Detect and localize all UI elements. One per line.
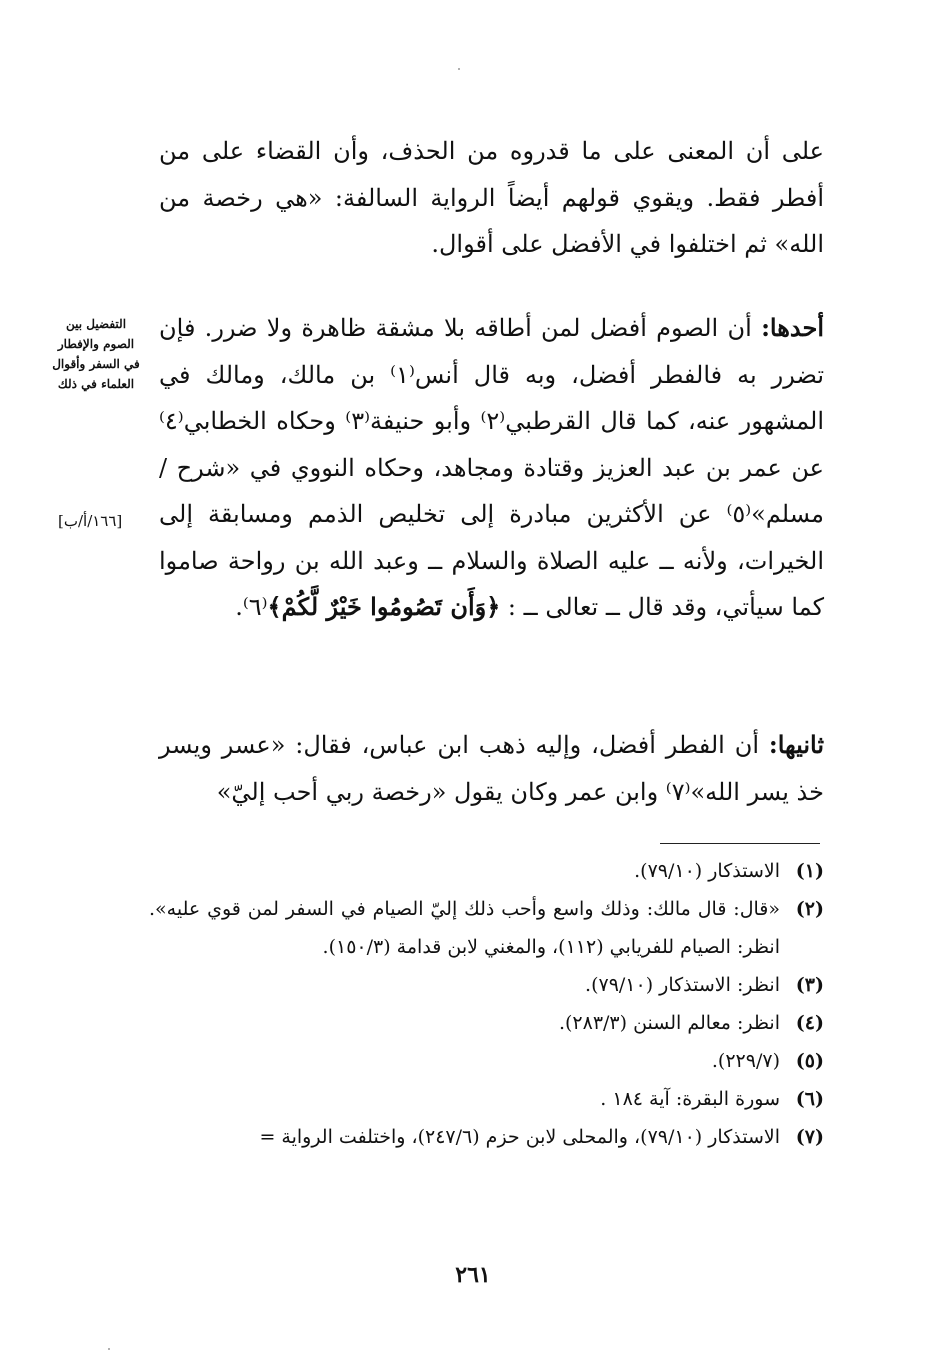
- footnote: [149, 890, 824, 966]
- scan-speck: [108, 1348, 110, 1350]
- footnote-text: «قال: قال مالك: وذلك واسع وأحب ذلك إليّ الصيام في السفر لمن قوي عليه». انظر: الصيام للفريابي (١١٢)، والمغني لابن قدامة (١٥٠/٣).: [149, 898, 780, 958]
- footnote-number: (٦): [795, 1088, 824, 1110]
- footnote: [149, 852, 824, 890]
- first-opinion-text: أن الصوم أفضل لمن أطاقه بلا مشقة ظاهرة ولا ضرر. فإن تضرر به فالفطر أفضل، وبه قال أنس⁽١⁾ بن مالك، ومالك في المشهور عنه، كما قال القرطبي⁽٢⁾ وأبو حنيفة⁽٣⁾ وحكاه الخطابي⁽٤⁾ عن عمر بن عبد العزيز وقتادة ومجاهد، وحكاه النووي في «شرح / مسلم»⁽٥⁾ عن الأكثرين مبادرة إلى تخليص الذمم ومسابقة إلى الخيرات، ولأنه ــ عليه الصلاة والسلام ــ وعبد الله بن رواحة صاموا كما سيأتي، وقد قال ــ تعالى ــ :: [159, 314, 824, 621]
- footnote: [149, 1080, 824, 1118]
- footnote-number: (١): [795, 860, 824, 882]
- footnote-text: انظر: معالم السنن (٢٨٣/٣).: [558, 1012, 780, 1034]
- second-opinion-heading: ثانيها:: [768, 730, 824, 759]
- footnote-text: الاستذكار (٧٩/١٠).: [634, 860, 780, 882]
- paragraph-first-opinion: [159, 305, 824, 631]
- footnote-number: (٧): [795, 1126, 824, 1148]
- footnote: [149, 1118, 824, 1156]
- page-number: ٢٦١: [455, 1262, 491, 1288]
- footnote-separator: [660, 843, 820, 844]
- footnote-number: (٣): [795, 974, 824, 996]
- paragraph-second-opinion: [159, 722, 824, 815]
- second-opinion-text: أن الفطر أفضل، وإليه ذهب ابن عباس، فقال: «عسر ويسر خذ يسر الله»⁽٧⁾ وابن عمر وكان يقول «رخصة ربي أحب إليّ»: [159, 731, 824, 806]
- scan-speck: [458, 68, 460, 70]
- quran-verse: ﴿وَأَن تَصُومُوا خَيْرٌ لَّكُمْ﴾: [267, 592, 501, 621]
- footnote-number: (٤): [795, 1012, 824, 1034]
- paragraph-intro: على أن المعنى على ما قدروه من الحذف، وأن القضاء على من أفطر فقط. ويقوي قولهم أيضاً الرواية السالفة: «هي رخصة من الله» ثم اختلفوا في الأفضل على أقوال.: [159, 137, 824, 258]
- first-opinion-footnote-ref: ⁽٦⁾.: [235, 593, 268, 621]
- footnote-number: (٥): [795, 1050, 824, 1072]
- footnote-text: سورة البقرة: آية ١٨٤ .: [600, 1088, 780, 1110]
- footnote-text: الاستذكار (٧٩/١٠)، والمحلى لابن حزم (٢٤٧/٦)، واختلفت الرواية =: [259, 1126, 780, 1148]
- footnote: [149, 1004, 824, 1042]
- footnote-text: (٢٢٩/٧).: [711, 1050, 780, 1072]
- footnote: [149, 966, 824, 1004]
- footnote-number: (٢): [795, 898, 824, 920]
- margin-note: التفضيل بين الصوم والإفطار في السفر وأقوال العلماء في ذلك: [52, 317, 140, 391]
- first-opinion-heading: أحدها:: [761, 313, 824, 342]
- footnote-text: انظر: الاستذكار (٧٩/١٠).: [585, 974, 780, 996]
- manuscript-folio-marker: [١٦٦/أ/ب]: [58, 512, 123, 530]
- footnotes: [149, 852, 824, 1156]
- footnote: [149, 1042, 824, 1080]
